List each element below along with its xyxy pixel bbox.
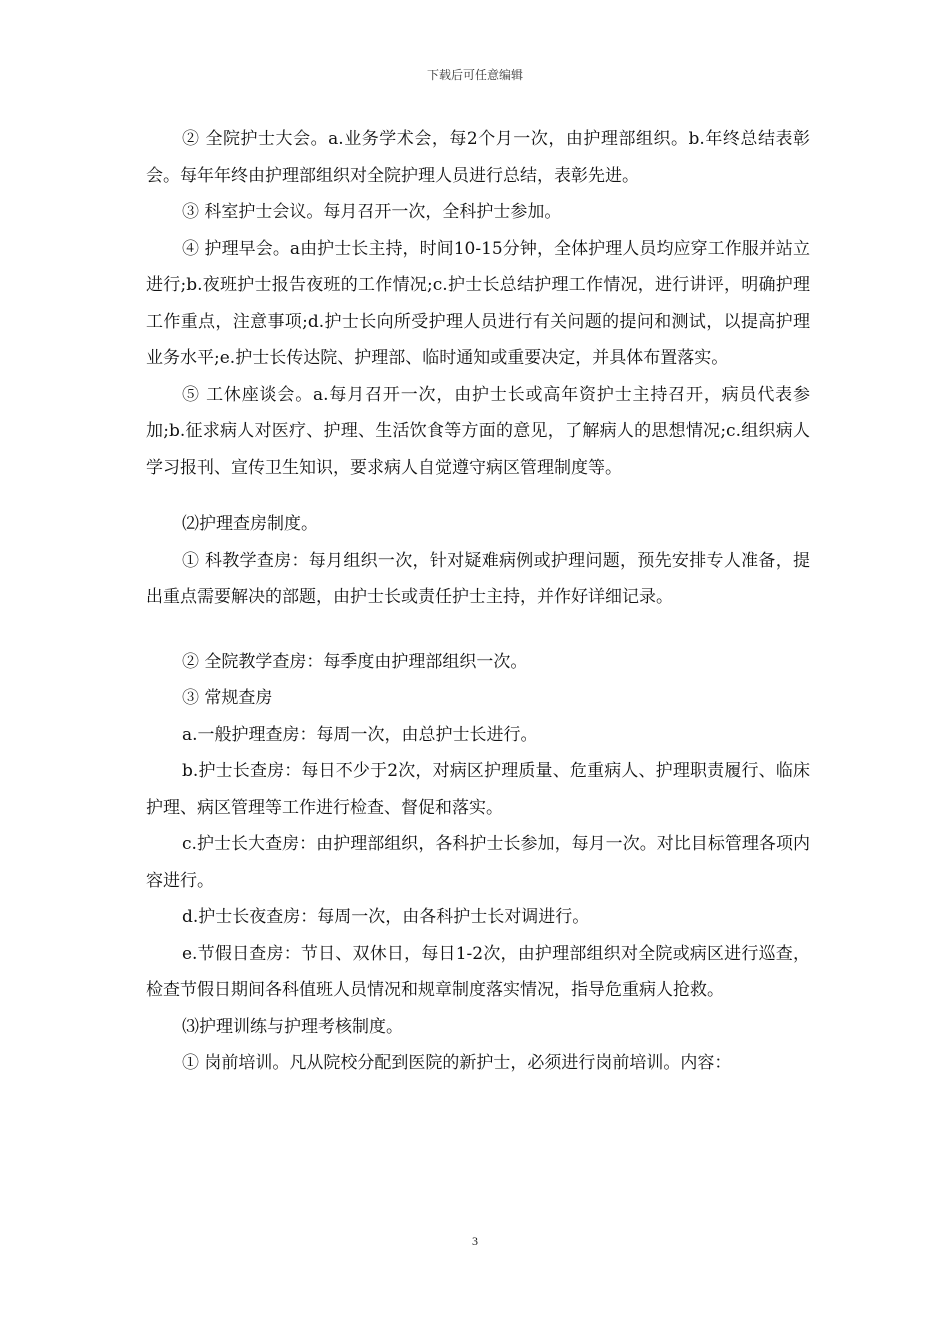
paragraph: a.一般护理查房：每周一次，由总护士长进行。	[182, 724, 538, 745]
paragraph: e.节假日查房：节日、双休日，每日1-2次，由护理部组织对全院或病区进行巡查，检查节假日期间各科值班人员情况和规章制度落实情况，指导危重病人抢救。	[146, 943, 810, 1000]
spacer	[146, 616, 810, 644]
paragraph: ② 全院教学查房：每季度由护理部组织一次。	[182, 651, 528, 672]
paragraph: ① 岗前培训。凡从院校分配到医院的新护士，必须进行岗前培训。内容：	[182, 1053, 732, 1073]
paragraph: d.护士长夜查房：每周一次，由各科护士长对调进行。	[182, 907, 590, 927]
paragraph: ③ 科室护士会议。每月召开一次，全科护士参加。	[182, 202, 562, 222]
section-heading: ⑵护理查房制度。	[182, 514, 318, 534]
paragraph: ④ 护理早会。a由护士长主持，时间10-15分钟，全体护理人员均应穿工作服并站立进行;b.夜班护士报告夜班的工作情况;c.护士长总结护理工作情况，进行讲评，明确护理工作重点，注意事项;d.护士长向所受护理人员进行有关问题的提问和测试，以提高护理业务水平;e.护士长传达院、护理部、临时通知或重要决定，并具体布置落实。	[146, 238, 810, 368]
paragraph: ① 科教学查房：每月组织一次，针对疑难病例或护理问题，预先安排专人准备，提出重点需要解决的部题，由护士长或责任护士主持，并作好详细记录。	[146, 550, 810, 607]
section-heading: ⑶护理训练与护理考核制度。	[182, 1016, 403, 1037]
page-number: 3	[472, 1234, 478, 1248]
document-body	[146, 121, 810, 1082]
paragraph: ② 全院护士大会。a.业务学术会，每2个月一次，由护理部组织。b.年终总结表彰会。每年年终由护理部组织对全院护理人员进行总结，表彰先进。	[146, 129, 810, 186]
paragraph: c.护士长大查房：由护理部组织，各科护士长参加，每月一次。对比目标管理各项内容进行。	[146, 834, 810, 891]
paragraph: ③ 常规查房	[182, 688, 273, 708]
spacer	[146, 486, 810, 506]
paragraph: b.护士长查房：每日不少于2次，对病区护理质量、危重病人、护理职责履行、临床护理、病区管理等工作进行检查、督促和落实。	[146, 761, 810, 818]
paragraph: ⑤ 工休座谈会。a.每月召开一次，由护士长或高年资护士主持召开，病员代表参加;b.征求病人对医疗、护理、生活饮食等方面的意见，了解病人的思想情况;c.组织病人学习报刊、宣传卫生知识，要求病人自觉遵守病区管理制度等。	[146, 384, 810, 478]
page-header: 下载后可任意编辑	[426, 68, 523, 82]
